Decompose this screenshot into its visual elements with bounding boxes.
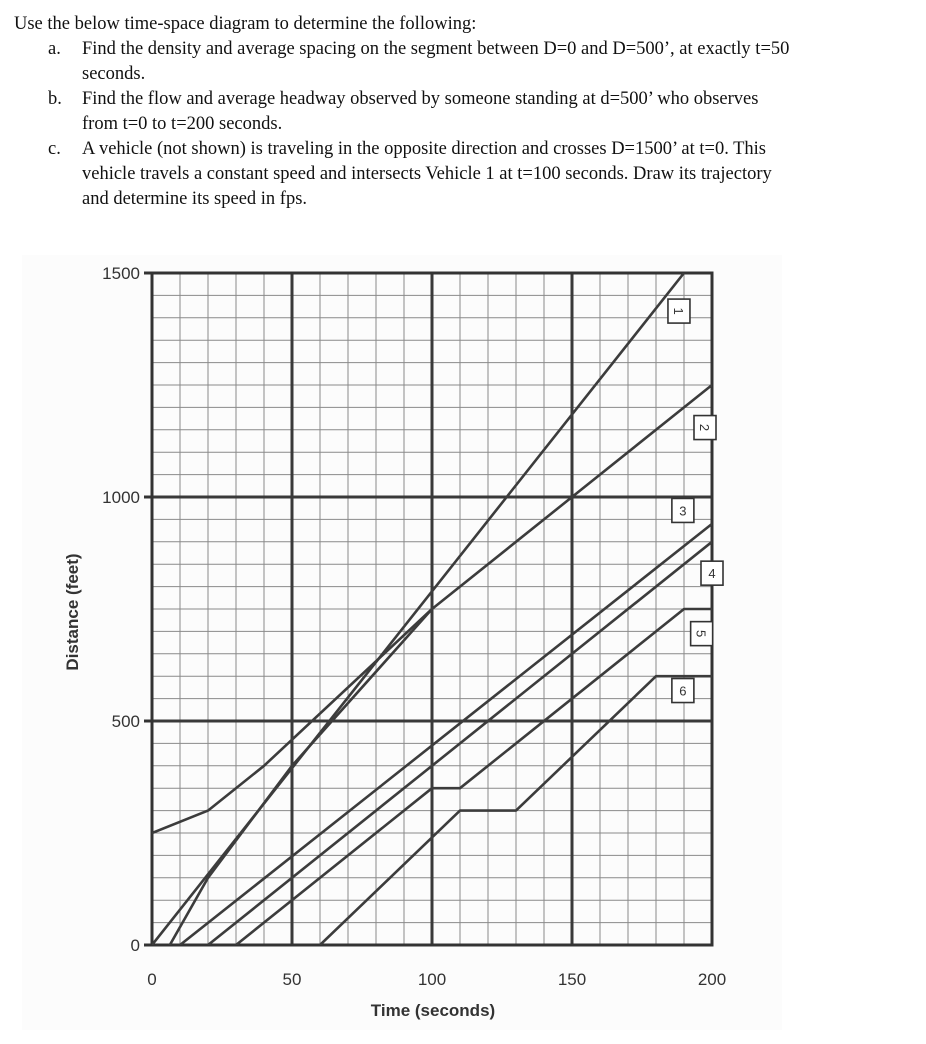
y-tick-label: 0: [130, 936, 140, 955]
item-letter: b.: [48, 89, 62, 109]
x-tick-label: 100: [417, 970, 447, 989]
vehicle-label: 4: [708, 566, 716, 582]
item-line: vehicle travels a constant speed and intersects Vehicle 1 at t=100 seconds. Draw its trajectory: [82, 164, 772, 184]
vehicle-label: 2: [697, 423, 712, 432]
x-tick-label: 150: [557, 970, 587, 989]
y-tick-label: 500: [111, 712, 140, 731]
item-line: Find the flow and average headway observed by someone standing at d=500’ who observes: [82, 89, 759, 109]
item-letter: a.: [48, 39, 61, 59]
item-line: Find the density and average spacing on the segment between D=0 and D=500’, at exactly t=50: [82, 39, 790, 59]
y-tick-label: 1000: [102, 488, 140, 507]
vehicle-label: 6: [679, 683, 687, 699]
item-letter: c.: [48, 139, 61, 159]
item-line: and determine its speed in fps.: [82, 189, 308, 209]
question-intro: Use the below time-space diagram to determine the following:: [14, 14, 477, 34]
vehicle-label: 3: [679, 503, 687, 519]
x-tick-label: 200: [697, 970, 727, 989]
item-line: seconds.: [82, 64, 146, 84]
item-line: A vehicle (not shown) is traveling in the opposite direction and crosses D=1500’ at t=0. This: [82, 139, 767, 159]
y-tick-label: 1500: [102, 264, 140, 283]
x-tick-label: 50: [282, 970, 302, 989]
y-axis-label: Distance (feet): [63, 553, 82, 671]
item-line: from t=0 to t=200 seconds.: [82, 114, 283, 134]
x-axis-label: Time (seconds): [370, 1001, 496, 1020]
x-tick-label: 0: [147, 970, 157, 989]
vehicle-label: 5: [693, 630, 709, 638]
vehicle-label: 1: [670, 307, 686, 315]
